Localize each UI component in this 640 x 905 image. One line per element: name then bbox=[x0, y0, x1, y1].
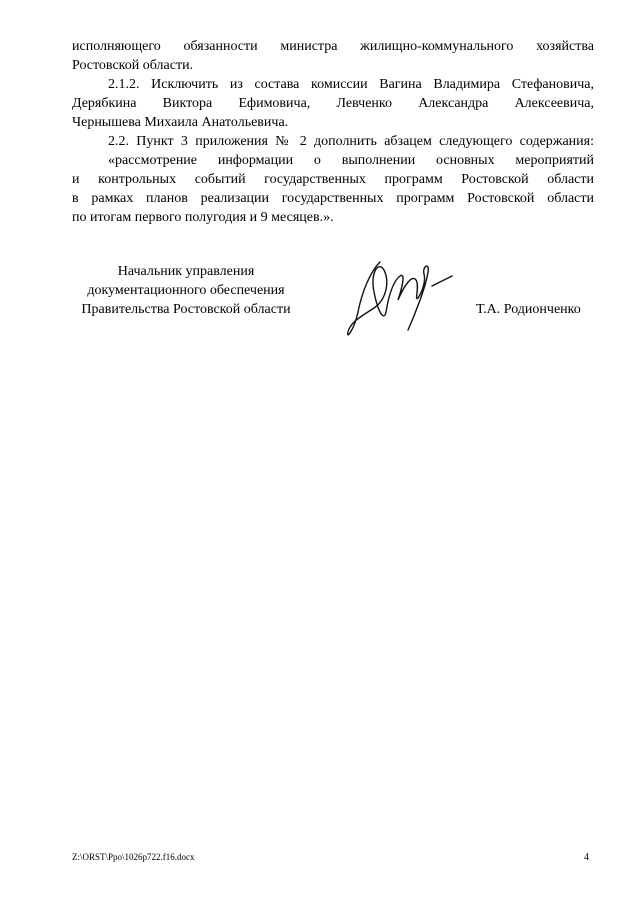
text-line: по итогам первого полугодия и 9 месяцев.». bbox=[72, 210, 334, 225]
text-line: Ростовской области. bbox=[72, 58, 194, 73]
signer-name: Т.А. Родионченко bbox=[476, 302, 581, 317]
signatory-position bbox=[72, 262, 300, 319]
paragraph-quote bbox=[72, 151, 594, 227]
text-line: 2.2. Пункт 3 приложения № 2 дополнить абзацем следующего содержания: bbox=[108, 134, 594, 149]
text-line: 2.1.2. Исключить из состава комиссии Вагина Владимира Стефановича, bbox=[108, 77, 594, 92]
text-line: «рассмотрение информации о выполнении основных мероприятий bbox=[108, 153, 594, 168]
handwritten-signature bbox=[340, 252, 460, 342]
paragraph-2-1-2 bbox=[72, 75, 594, 132]
document-body bbox=[72, 37, 594, 227]
text-line: исполняющего обязанности министра жилищно-коммунального хозяйства bbox=[72, 39, 594, 54]
text-line: Чернышева Михаила Анатольевича. bbox=[72, 115, 289, 130]
text-line: и контрольных событий государственных программ Ростовской области bbox=[72, 172, 594, 187]
position-line: Начальник управления bbox=[117, 264, 255, 279]
position-line: документационного обеспечения bbox=[87, 283, 285, 298]
text-line: Дерябкина Виктора Ефимовича, Левченко Александра Алексеевича, bbox=[72, 96, 594, 111]
paragraph-2-2 bbox=[72, 132, 594, 151]
position-line: Правительства Ростовской области bbox=[81, 302, 291, 317]
text-line: в рамках планов реализации государственных программ Ростовской области bbox=[72, 191, 594, 206]
paragraph-continuation bbox=[72, 37, 594, 75]
page-number: 4 bbox=[584, 852, 589, 863]
footer-file-path: Z:\ORST\Ppo\1026p722.f16.docx bbox=[72, 852, 195, 862]
